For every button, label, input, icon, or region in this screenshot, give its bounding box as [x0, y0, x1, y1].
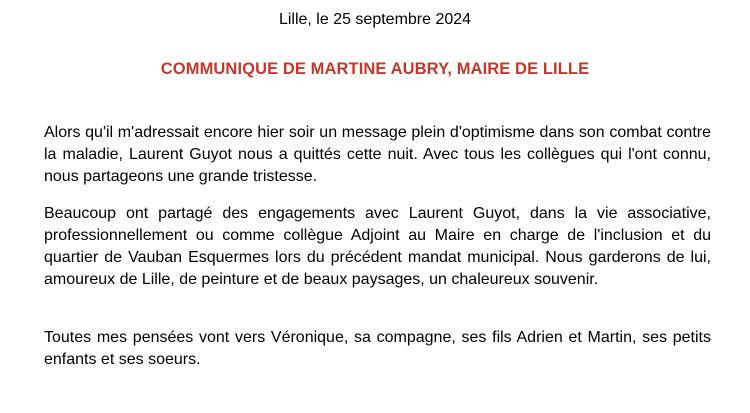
document-title: COMMUNIQUE DE MARTINE AUBRY, MAIRE DE LILLE [160, 60, 590, 78]
paragraph-2: Beaucoup ont partagé des engagements avec Laurent Guyot, dans la vie associative, professionnellement ou comme collègue Adjoint au Maire en charge de l'inclusion et du quartier de Vauban Esquermes lors du précédent mandat municipal. Nous garderons de lui, amoureux de Lille, de peinture et de beaux paysages, un chaleureux souvenir. [44, 205, 711, 288]
paragraph-1: Alors qu'il m'adressait encore hier soir un message plein d'optimisme dans son combat contre la maladie, Laurent Guyot nous a quittés cette nuit. Avec tous les collègues qui l'ont connu, nous partageons une grande tristesse. [44, 124, 711, 185]
paragraph-3: Toutes mes pensées vont vers Véronique, sa compagne, ses fils Adrien et Martin, ses petits enfants et ses soeurs. [44, 329, 711, 368]
dateline: Lille, le 25 septembre 2024 [278, 11, 472, 28]
